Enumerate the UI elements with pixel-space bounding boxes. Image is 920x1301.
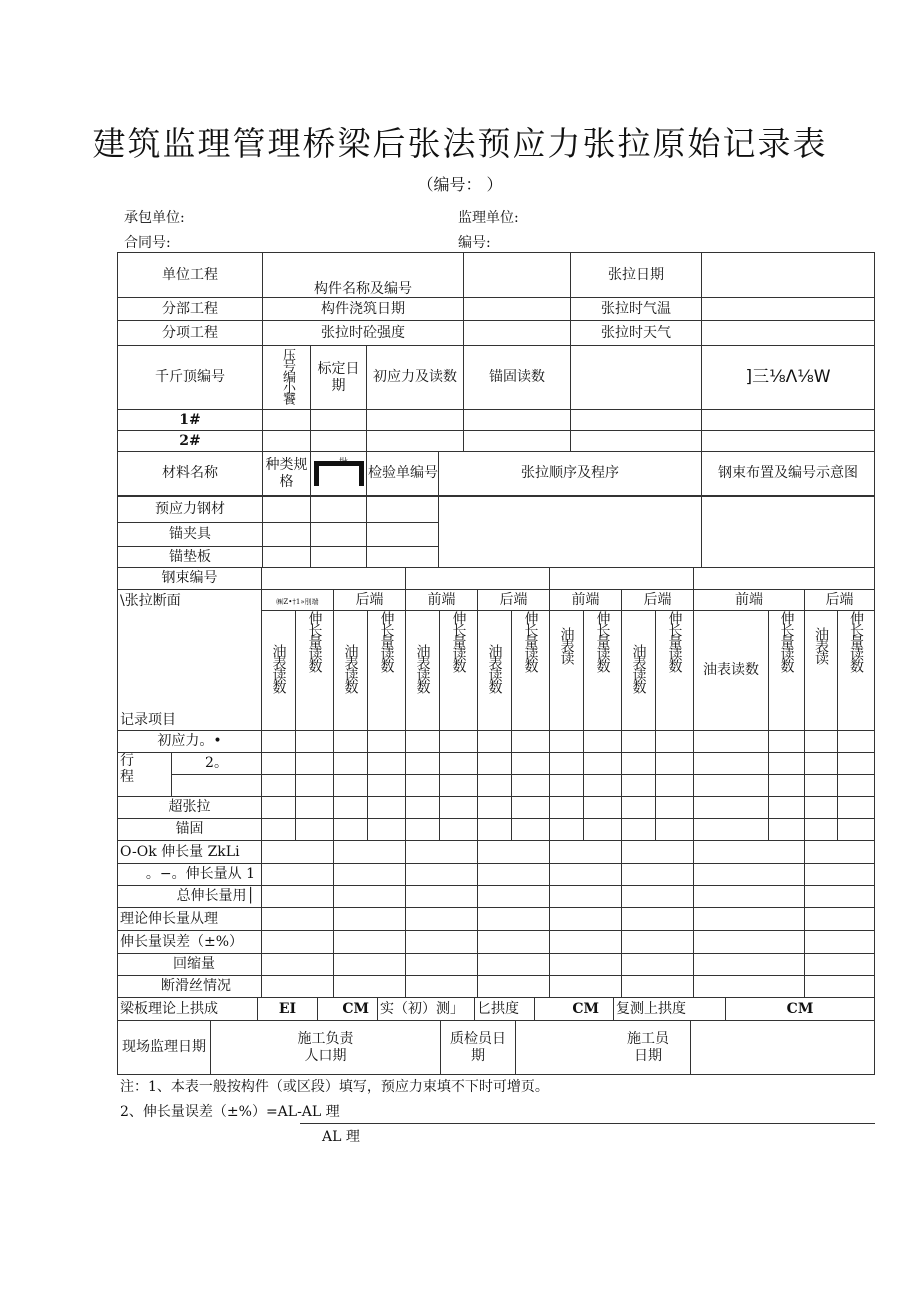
cell[interactable] [296, 819, 334, 841]
over-tension-row: 超张拉 [118, 797, 262, 819]
cell[interactable] [550, 731, 584, 753]
cell[interactable] [838, 775, 875, 797]
cell[interactable] [622, 753, 656, 775]
cell[interactable] [406, 753, 440, 775]
cell[interactable] [263, 431, 311, 452]
cell[interactable] [512, 819, 550, 841]
cell[interactable] [478, 908, 550, 931]
cell[interactable] [334, 819, 368, 841]
cell[interactable] [334, 753, 368, 775]
cell[interactable] [262, 797, 296, 819]
cell[interactable] [805, 797, 838, 819]
cell[interactable] [478, 954, 550, 976]
note-2: 2、伸长量误差（±%）=AL-AL 理 [120, 1104, 340, 1120]
cell[interactable] [406, 775, 440, 797]
cell[interactable] [172, 775, 262, 797]
cell[interactable] [550, 931, 622, 954]
cell[interactable] [805, 908, 875, 931]
qc-label: 质检员日期 [441, 1021, 516, 1075]
camber-ei: EI [258, 998, 318, 1021]
cell[interactable] [694, 864, 805, 886]
cell[interactable] [550, 819, 584, 841]
cell[interactable] [296, 731, 334, 753]
worker-label: 施工员日期 [516, 1021, 691, 1075]
cell[interactable] [440, 775, 478, 797]
cell[interactable] [805, 819, 838, 841]
cell[interactable] [263, 547, 311, 568]
elongation-read: 伸长量读数 [512, 611, 550, 731]
cell[interactable] [622, 976, 694, 998]
cell[interactable] [478, 731, 512, 753]
spec-label: 种类规格 [263, 452, 311, 496]
camber-degree-label: 匕拱度 [475, 998, 535, 1021]
cell[interactable] [550, 797, 584, 819]
cell[interactable] [478, 775, 512, 797]
front-label: 前端 [406, 590, 478, 611]
elongation-read: 伸长量读数 [440, 611, 478, 731]
anchor-row: 锚固 [118, 819, 262, 841]
cell[interactable] [512, 731, 550, 753]
tendon-no-cell[interactable] [262, 568, 406, 590]
oil-read: 油表读数 [334, 611, 368, 731]
cell[interactable] [512, 797, 550, 819]
cell[interactable] [334, 841, 406, 864]
cell[interactable] [702, 431, 875, 452]
cell[interactable] [550, 908, 622, 931]
cell[interactable] [622, 864, 694, 886]
cell[interactable] [805, 931, 875, 954]
retraction-row: 回缩量 [118, 954, 262, 976]
camber-table [117, 997, 875, 1021]
elong-row-1: O-Ok 伸长量 ZkLi [118, 841, 262, 864]
cell[interactable] [694, 931, 805, 954]
pour-date-label: 构件浇筑日期 [263, 298, 464, 321]
cell[interactable] [838, 797, 875, 819]
check-no-label: 检验单编号 [367, 452, 439, 496]
elongation-read: 伸长量读数 [584, 611, 622, 731]
cell[interactable] [571, 410, 702, 431]
cell[interactable] [805, 976, 875, 998]
cell[interactable] [440, 753, 478, 775]
cell[interactable] [367, 431, 464, 452]
cell[interactable] [334, 775, 368, 797]
cell[interactable] [406, 886, 478, 908]
cell[interactable] [464, 431, 571, 452]
cell[interactable] [694, 731, 769, 753]
cell[interactable] [805, 775, 838, 797]
calib-date-label: 标定日期 [311, 346, 367, 410]
cell[interactable] [262, 886, 334, 908]
cell[interactable] [478, 753, 512, 775]
page-title: 建筑监理管理桥梁后张法预应力张拉原始记录表 [92, 124, 828, 163]
cell[interactable] [584, 775, 622, 797]
cell[interactable] [694, 841, 805, 864]
camber-retest-label: 复测上拱度 [614, 998, 726, 1021]
cell[interactable] [440, 819, 478, 841]
section-record-label: \张拉断面 记录项目 [118, 590, 262, 731]
cell[interactable] [478, 797, 512, 819]
garbled-header: ]三⅛Λ⅛W [702, 346, 875, 410]
elongation-read: 伸长量读数 [656, 611, 694, 731]
cell[interactable] [622, 775, 656, 797]
cell[interactable] [478, 931, 550, 954]
order-label: 张拉顺序及程序 [439, 452, 702, 496]
cell[interactable] [262, 841, 334, 864]
cell[interactable] [334, 908, 406, 931]
unit-project-label: 单位工程 [118, 253, 263, 298]
tendon-no-cell[interactable] [406, 568, 550, 590]
back-label: 后端 [478, 590, 550, 611]
cell[interactable] [550, 775, 584, 797]
cell[interactable] [805, 841, 875, 864]
cell[interactable] [262, 775, 296, 797]
cell[interactable] [262, 753, 296, 775]
jack-row-1: 1# [118, 410, 263, 431]
cell[interactable] [406, 731, 440, 753]
oil-read: 油表读数 [622, 611, 656, 731]
supervisor-label: 监理单位: [458, 210, 519, 226]
cell[interactable] [311, 410, 367, 431]
cell[interactable] [478, 819, 512, 841]
elongation-read: 伸长量读数 [838, 611, 875, 731]
tension-date-value[interactable] [702, 253, 875, 298]
cell[interactable] [367, 523, 439, 547]
cell[interactable] [584, 797, 622, 819]
number-label: 编号: [458, 235, 491, 251]
cell[interactable] [694, 908, 805, 931]
cell[interactable] [406, 908, 478, 931]
cell[interactable] [694, 797, 769, 819]
cell[interactable] [805, 886, 875, 908]
tension-temp-label: 张拉时气温 [571, 298, 702, 321]
elongation-read: 伸长量读数 [296, 611, 334, 731]
cell[interactable] [550, 864, 622, 886]
cell[interactable] [838, 819, 875, 841]
travel-two: 2。 [172, 753, 262, 775]
cell[interactable] [805, 954, 875, 976]
cell[interactable] [769, 731, 805, 753]
front-label: 前端 [694, 590, 805, 611]
total-elong-row: 总伸长量用│ [118, 886, 262, 908]
elong-error-row: 伸长量误差（±%） [118, 931, 262, 954]
pour-date-value[interactable] [464, 298, 571, 321]
cell[interactable] [622, 819, 656, 841]
slip-row: 断滑丝情况 [118, 976, 262, 998]
component-name-value[interactable] [464, 253, 571, 298]
cell[interactable] [440, 797, 478, 819]
cell[interactable] [656, 797, 694, 819]
cell[interactable] [622, 797, 656, 819]
oil-read: 油表读数 [262, 611, 296, 731]
cell[interactable] [656, 731, 694, 753]
note-1: 注：1、本表一般按构件（或区段）填写，预应力束填不下时可增页。 [120, 1079, 549, 1095]
theory-elong-row: 理论伸长量从理 [118, 908, 262, 931]
cell[interactable] [406, 864, 478, 886]
tendon-no-cell[interactable] [694, 568, 875, 590]
cell[interactable] [440, 731, 478, 753]
cell[interactable] [584, 731, 622, 753]
cell[interactable] [296, 797, 334, 819]
signature-table [117, 1020, 875, 1075]
cell[interactable] [311, 431, 367, 452]
cell[interactable] [262, 908, 334, 931]
materials-table [117, 496, 875, 568]
material-anchor-plate: 锚垫板 [118, 547, 263, 568]
cell[interactable] [694, 976, 805, 998]
cell[interactable] [656, 819, 694, 841]
cell[interactable] [584, 753, 622, 775]
note-3: AL 理 [322, 1129, 360, 1145]
cell[interactable] [367, 410, 464, 431]
cell[interactable] [478, 976, 550, 998]
cell[interactable] [622, 954, 694, 976]
elongation-read: 伸长量读数 [769, 611, 805, 731]
cell[interactable] [769, 775, 805, 797]
cell[interactable] [550, 753, 584, 775]
cell[interactable] [694, 753, 769, 775]
oil-read-horizontal: 油表读数 [694, 611, 769, 731]
cell[interactable] [512, 753, 550, 775]
tiny-front-label: ㈱Z•†1»刖端 [262, 590, 334, 611]
gauge-no-label: 压号编小饕 [263, 346, 311, 410]
cell[interactable] [296, 753, 334, 775]
cell[interactable] [769, 819, 805, 841]
cell[interactable] [656, 775, 694, 797]
cell[interactable] [805, 864, 875, 886]
cell[interactable] [512, 775, 550, 797]
cell[interactable] [368, 819, 406, 841]
cell[interactable] [694, 819, 769, 841]
cell[interactable] [334, 954, 406, 976]
oil-read: 油表读 [550, 611, 584, 731]
cell[interactable] [296, 775, 334, 797]
cell[interactable] [769, 797, 805, 819]
cell[interactable] [262, 731, 296, 753]
elong-row-2: 。−。伸长量从 1 [118, 864, 262, 886]
tendon-no-cell[interactable] [550, 568, 694, 590]
cell[interactable] [368, 731, 406, 753]
elongation-read: 伸长量读数 [368, 611, 406, 731]
cell[interactable] [478, 841, 550, 864]
camber-cm-3: CM [726, 998, 875, 1021]
cell[interactable] [656, 753, 694, 775]
cell[interactable] [334, 797, 368, 819]
cell[interactable] [262, 954, 334, 976]
cell[interactable] [367, 497, 439, 523]
cell[interactable] [262, 864, 334, 886]
cell[interactable] [550, 954, 622, 976]
cell[interactable] [694, 886, 805, 908]
tension-date-label: 张拉日期 [571, 253, 702, 298]
travel-label: 行程 [118, 753, 172, 797]
jack-blank [571, 346, 702, 410]
cell[interactable] [550, 886, 622, 908]
cell[interactable] [263, 497, 311, 523]
oil-read: 油表读数 [406, 611, 440, 731]
order-area[interactable] [439, 497, 702, 568]
cell[interactable] [406, 841, 478, 864]
cell[interactable] [622, 886, 694, 908]
oil-read: 油表读 [805, 611, 838, 731]
cell[interactable] [805, 753, 838, 775]
jack-row-2: 2# [118, 431, 263, 452]
back-label: 后端 [334, 590, 406, 611]
cell[interactable] [622, 841, 694, 864]
cell[interactable] [622, 931, 694, 954]
cell[interactable] [334, 731, 368, 753]
cell[interactable] [805, 731, 838, 753]
cell[interactable] [550, 976, 622, 998]
back-label: 后端 [622, 590, 694, 611]
cell[interactable] [702, 410, 875, 431]
diagram-label: 钢束布置及编号示意图 [702, 452, 875, 496]
camber-cm-1: CM [318, 998, 378, 1021]
cell[interactable] [478, 864, 550, 886]
cell[interactable] [838, 753, 875, 775]
cell[interactable] [262, 976, 334, 998]
tendon-table [117, 567, 875, 841]
sub-project-label: 分部工程 [118, 298, 263, 321]
cell[interactable] [368, 797, 406, 819]
cell[interactable] [406, 797, 440, 819]
anchor-read-label: 锚固读数 [464, 346, 571, 410]
cell[interactable] [406, 819, 440, 841]
cell[interactable] [262, 931, 334, 954]
cell[interactable] [478, 886, 550, 908]
cell[interactable] [406, 976, 478, 998]
material-anchor-clamp: 锚夹具 [118, 523, 263, 547]
summary-table [117, 840, 875, 998]
contractor-label: 承包单位: [124, 210, 185, 226]
jack-table [117, 345, 875, 496]
cell[interactable] [406, 954, 478, 976]
cell[interactable] [311, 523, 367, 547]
cell[interactable] [694, 775, 769, 797]
component-name-label: 构件名称及编号 [263, 253, 464, 298]
signature-area[interactable] [691, 1021, 875, 1075]
cell[interactable] [406, 931, 478, 954]
init-stress-row: 初应力。• [118, 731, 262, 753]
camber-actual-label: 实（初）测」 [378, 998, 475, 1021]
cell[interactable] [622, 731, 656, 753]
jack-no-label: 千斤顶编号 [118, 346, 263, 410]
serial-number: （编号： ） [417, 175, 503, 194]
cell[interactable] [311, 547, 367, 568]
cell[interactable] [571, 431, 702, 452]
concrete-strength-value[interactable] [464, 321, 571, 346]
qty-label: 批 [311, 452, 367, 496]
cell[interactable] [367, 547, 439, 568]
cell[interactable] [550, 841, 622, 864]
diagram-area[interactable] [702, 497, 875, 568]
contract-no-label: 合同号: [124, 235, 171, 251]
tendon-no-label: 钢束编号 [118, 568, 262, 590]
tension-weather-value[interactable] [702, 321, 875, 346]
front-label: 前端 [550, 590, 622, 611]
cell[interactable] [622, 908, 694, 931]
supervisor-sign-label: 现场监理日期 [118, 1021, 211, 1075]
cell[interactable] [262, 819, 296, 841]
construct-lead-label: 施工负责人口期 [211, 1021, 441, 1075]
oil-read: 油表读数 [478, 611, 512, 731]
tension-temp-value[interactable] [702, 298, 875, 321]
cell[interactable] [334, 931, 406, 954]
camber-cm-2: CM [535, 998, 614, 1021]
cell[interactable] [263, 410, 311, 431]
init-stress-label: 初应力及读数 [367, 346, 464, 410]
info-table [117, 252, 875, 346]
item-project-label: 分项工程 [118, 321, 263, 346]
cell[interactable] [311, 497, 367, 523]
concrete-strength-label: 张拉时砼强度 [263, 321, 464, 346]
cell[interactable] [694, 954, 805, 976]
cell[interactable] [263, 523, 311, 547]
material-name-label: 材料名称 [118, 452, 263, 496]
tension-weather-label: 张拉时天气 [571, 321, 702, 346]
camber-theory-label: 梁板理论上拱成 [118, 998, 258, 1021]
cell[interactable] [334, 886, 406, 908]
back-label: 后端 [805, 590, 875, 611]
cell[interactable] [368, 775, 406, 797]
fraction-rule [300, 1123, 875, 1124]
cell[interactable] [584, 819, 622, 841]
cell[interactable] [368, 753, 406, 775]
material-steel: 预应力钢材 [118, 497, 263, 523]
cell[interactable] [464, 410, 571, 431]
record-item-label: 记录项目 [120, 711, 176, 728]
cell[interactable] [769, 753, 805, 775]
cell[interactable] [334, 864, 406, 886]
cell[interactable] [334, 976, 406, 998]
cell[interactable] [838, 731, 875, 753]
